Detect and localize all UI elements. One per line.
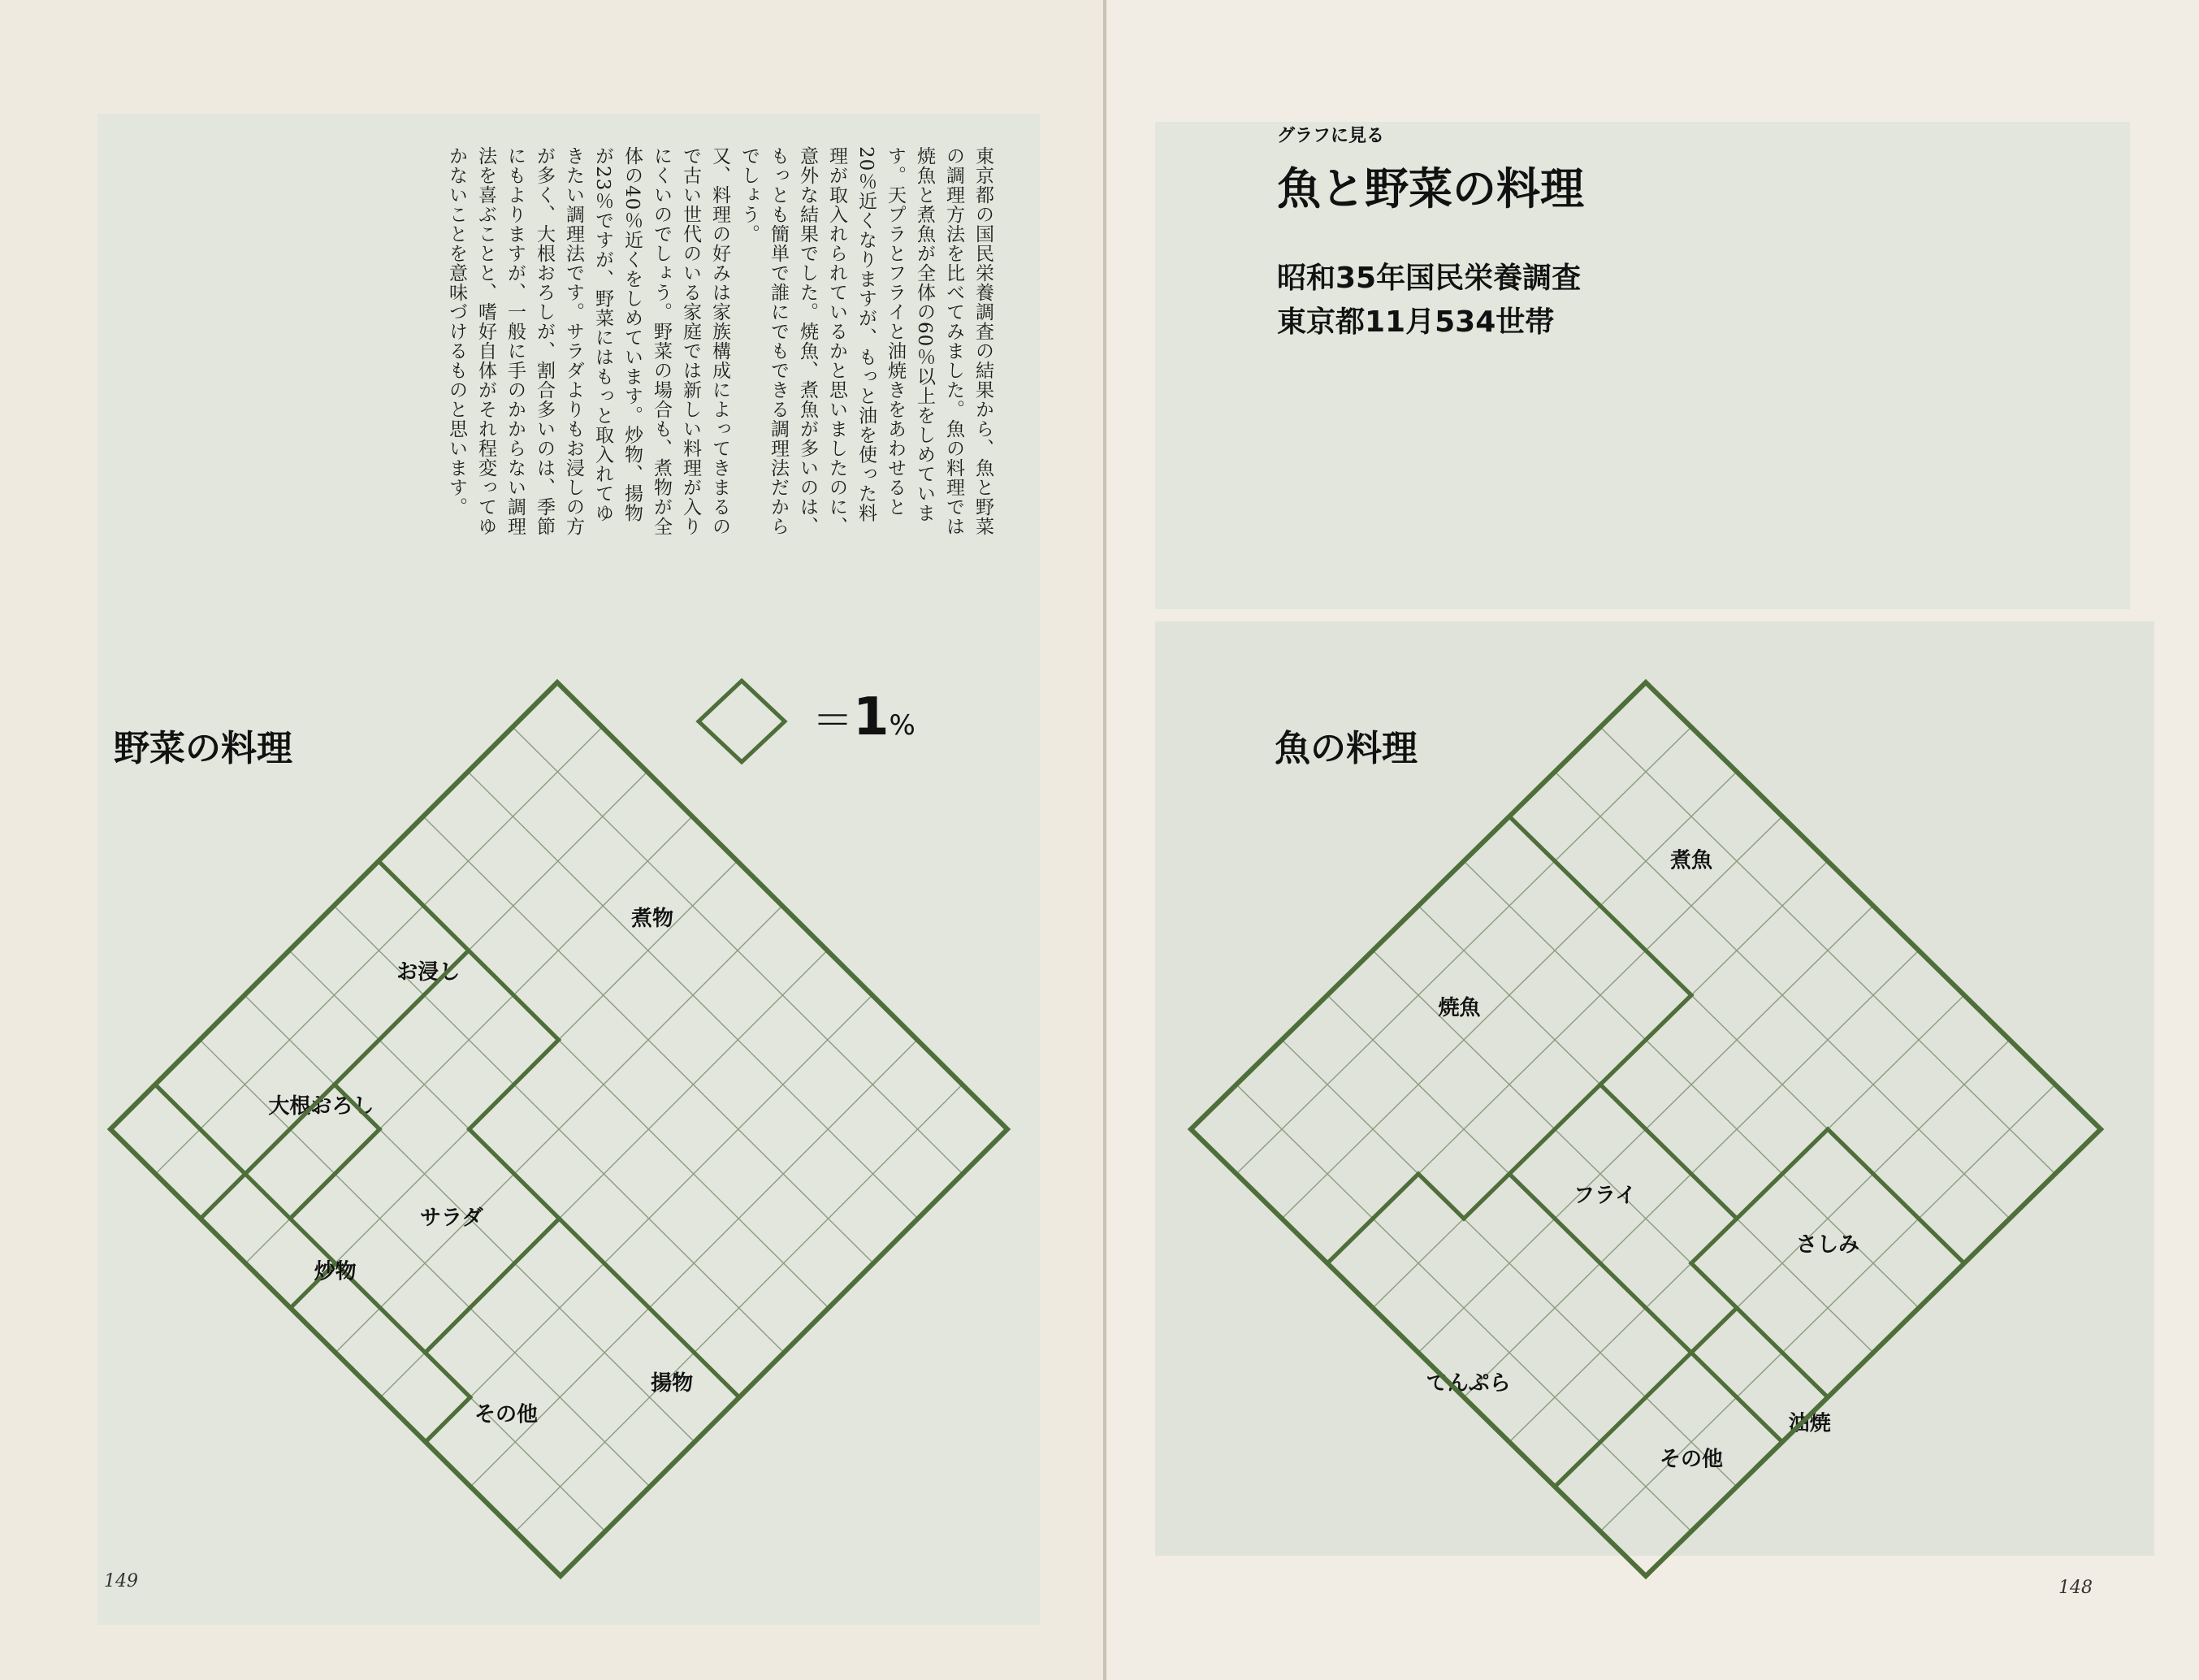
grid-line bbox=[426, 995, 872, 1442]
fish-chart-title: 魚の料理 bbox=[1275, 728, 1418, 769]
category-label: その他 bbox=[474, 1402, 539, 1427]
page-number: 149 bbox=[104, 1571, 138, 1591]
category-label: 煮魚 bbox=[1669, 848, 1713, 873]
unit-cell-diamond bbox=[699, 681, 785, 762]
category-label: 煮物 bbox=[630, 907, 673, 931]
category-region bbox=[291, 1263, 470, 1442]
category-region bbox=[379, 682, 1007, 1397]
category-label: 焼魚 bbox=[1438, 996, 1481, 1020]
category-label: その他 bbox=[1659, 1447, 1724, 1472]
fish-chart bbox=[1191, 682, 2101, 1576]
category-label: フライ bbox=[1573, 1184, 1637, 1208]
category-region bbox=[1691, 1129, 1964, 1397]
body-paragraph: 又、料理の好みは家族構成によってきまるので古い世代のいる家庭では新しい料理が入りにくいのでしょう。野菜の場合も、煮物が全体の40％近くをしめています。炒物、揚物が23％ですが、野菜にはもっと取入れてゆきたい調理法です。サラダよりもお浸しの方が多く、大根おろしが、割合多いのは、季節にもよりますが、一般に手のかからない調理法を喜ぶことと、嗜好自体がそれ程変ってゆかないことを意味づけるものと思います。 bbox=[446, 146, 730, 536]
category-label: 油焼 bbox=[1788, 1411, 1831, 1436]
survey-line: 東京都11月534世帯 bbox=[1277, 305, 1555, 339]
vegetable-chart-title: 野菜の料理 bbox=[114, 728, 292, 769]
grid-line bbox=[516, 1085, 963, 1531]
category-region bbox=[290, 950, 559, 1353]
category-label: サラダ bbox=[420, 1206, 483, 1231]
vegetable-chart bbox=[110, 682, 1007, 1576]
page-title: 魚と野菜の料理 bbox=[1277, 163, 1584, 214]
legend-unit-value: 1 bbox=[853, 687, 890, 747]
category-label: てんぷら bbox=[1426, 1371, 1511, 1396]
body-paragraph: 東京都の国民栄養調査の結果から、魚と野菜の調理方法を比べてみました。魚の料理では焼魚と煮魚が全体の60％以上をしめています。天プラとフライと油焼きをあわせると20％近くなりますが、もっと油を使った料理が取入れられているかと思いましたのに、意外な結果でした。焼魚、煮魚が多いのは、もっとも簡単で誰にでもできる調理法だからでしょう。 bbox=[738, 146, 993, 536]
page-number: 148 bbox=[2058, 1578, 2093, 1598]
legend-unit-symbol: % bbox=[889, 709, 916, 742]
category-label: 揚物 bbox=[651, 1371, 694, 1396]
category-label: 炒物 bbox=[314, 1259, 357, 1284]
category-label: 大根おろし bbox=[268, 1094, 374, 1119]
equals-sign: ＝ bbox=[812, 697, 853, 744]
category-label: お浸し bbox=[396, 960, 461, 985]
category-label: さしみ bbox=[1795, 1232, 1860, 1258]
legend-diamond bbox=[699, 681, 785, 762]
category-region bbox=[1509, 1085, 1737, 1353]
kicker: グラフに見る bbox=[1277, 126, 1385, 146]
survey-line: 昭和35年国民栄養調査 bbox=[1277, 262, 1582, 295]
grid-line bbox=[200, 1040, 650, 1487]
